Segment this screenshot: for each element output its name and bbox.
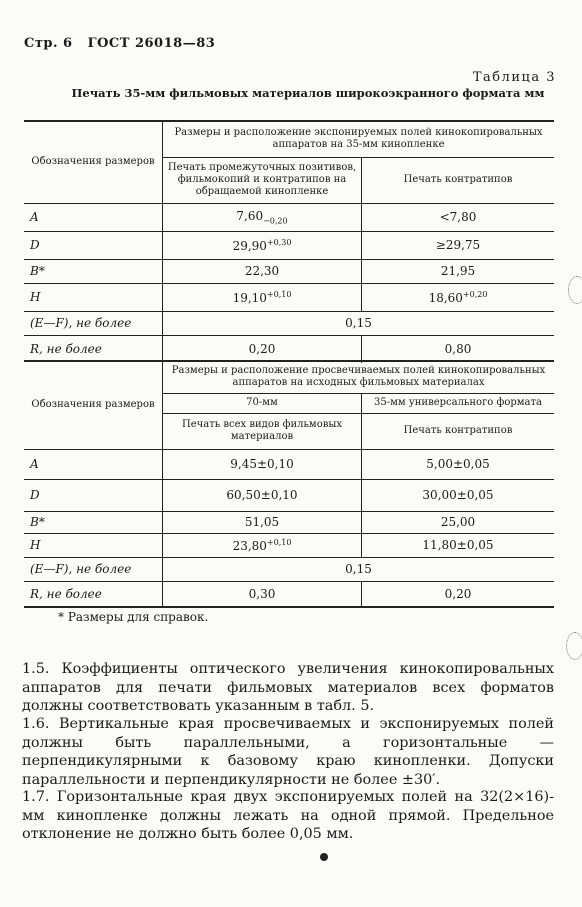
table-row [24,311,554,335]
table-row [24,557,554,581]
designation-header: Обозначения размеров [24,361,163,449]
table-row [24,479,554,511]
dimensions-table-transmitted [24,360,554,608]
cell-tolerance: +0,20 [462,289,488,299]
cell-value: 5,00±0,05 [362,449,555,479]
cell-value [163,283,362,311]
r-value-col1: 0,20 [163,335,362,363]
cell-tolerance: +0,10 [266,537,292,547]
col1-format-header: 70-мм [163,393,362,413]
table-caption: Таблица 3 [472,70,556,85]
footnote: * Размеры для справок. [58,610,209,624]
table-row [24,335,554,363]
table-row [24,283,554,311]
table-row [24,533,554,557]
cell-value [163,231,362,259]
cell-value: 11,80±0,05 [362,533,555,557]
paragraph-1-7: 1.7. Горизонтальные края двух экспонируемых полей на 32(2×16)-мм кинопленке должны лежать на одной прямой. Предельное отклонение не должно быть более 0,05 мм. [22,789,554,843]
table-title: Печать 35-мм фильмовых материалов широкоэкранного формата мм [71,86,545,100]
r-label: R, не более [30,586,102,601]
cell-value: 60,50±0,10 [163,479,362,511]
ef-label: (E—F), не более [30,562,132,576]
cell-value: 25,00 [362,511,555,533]
cell-value [362,283,555,311]
page-number: Стр. 6 [24,36,73,51]
table-row [24,449,554,479]
sub-header-col1: Печать промежуточных позитивов, фильмокопий и контратипов на обращаемой кинопленке [163,157,362,203]
cell-tolerance: +0,30 [266,237,292,247]
paragraph-1-5: 1.5. Коэффициенты оптического увеличения кинокопировальных аппаратов для печати фильмовых материалов всех форматов должны соответствовать указанным в табл. 5. [22,661,554,715]
cell-value: 21,95 [362,259,555,283]
cell-value: <7,80 [362,203,555,231]
row-label: H [24,283,163,311]
r-value-col2: 0,20 [362,581,555,607]
ef-label: (E—F), не более [30,316,132,330]
cell-main: 19,10 [232,290,267,305]
row-label: A [24,449,163,479]
transmitted-group-header: Размеры и расположение просвечиваемых полей кинокопировальных аппаратов на исходных фильмовых материалах [163,361,555,393]
exposed-group-header: Размеры и расположение экспонируемых полей кинокопировальных аппаратов на 35-мм кинопленке [163,121,555,157]
row-label: B* [24,511,163,533]
cell-value: 9,45±0,10 [163,449,362,479]
page-header [24,36,225,51]
col2-format-header: 35-мм универсального формата [362,393,555,413]
sub-header-col1: Печать всех видов фильмовых материалов [163,413,362,449]
ef-value: 0,15 [163,557,555,581]
table-row [24,259,554,283]
cell-value: 22,30 [163,259,362,283]
row-label: H [24,533,163,557]
table-row [24,203,554,231]
sub-header-col2: Печать контратипов [362,413,555,449]
table-row [24,231,554,259]
cell-tolerance: +0,10 [266,289,292,299]
table-row [24,511,554,533]
cell-value: ≥29,75 [362,231,555,259]
binding-hole-mark [566,632,582,660]
sub-header-col2: Печать контратипов [362,157,555,203]
dimensions-table-exposed [24,120,554,363]
cell-value: 51,05 [163,511,362,533]
row-label: A [24,203,163,231]
cell-main: 18,60 [428,290,463,305]
cell-value [163,533,362,557]
designation-header: Обозначения размеров [24,121,163,203]
r-value-col2: 0,80 [362,335,555,363]
cell-value: 30,00±0,05 [362,479,555,511]
paragraph-1-6: 1.6. Вертикальные края просвечиваемых и экспонируемых полей должны быть параллельными, а горизонтальные — перпендикулярными к базовому краю кинопленки. Допуски параллельности и перпендикулярности не более ±30′. [22,716,554,788]
cell-main: 7,60 [236,208,264,223]
r-label: R, не более [30,342,102,357]
cell-tolerance: −0,20 [263,216,288,226]
row-label: B* [24,259,163,283]
table-row [24,581,554,607]
cell-value [163,203,362,231]
cell-main: 23,80 [232,538,267,553]
cell-main: 29,90 [232,238,267,253]
page-dot-mark [320,853,328,861]
r-value-col1: 0,30 [163,581,362,607]
ef-value: 0,15 [163,311,555,335]
row-label: D [24,479,163,511]
standard-code: ГОСТ 26018—83 [87,36,216,51]
row-label: D [24,231,163,259]
binding-hole-mark [568,276,582,304]
